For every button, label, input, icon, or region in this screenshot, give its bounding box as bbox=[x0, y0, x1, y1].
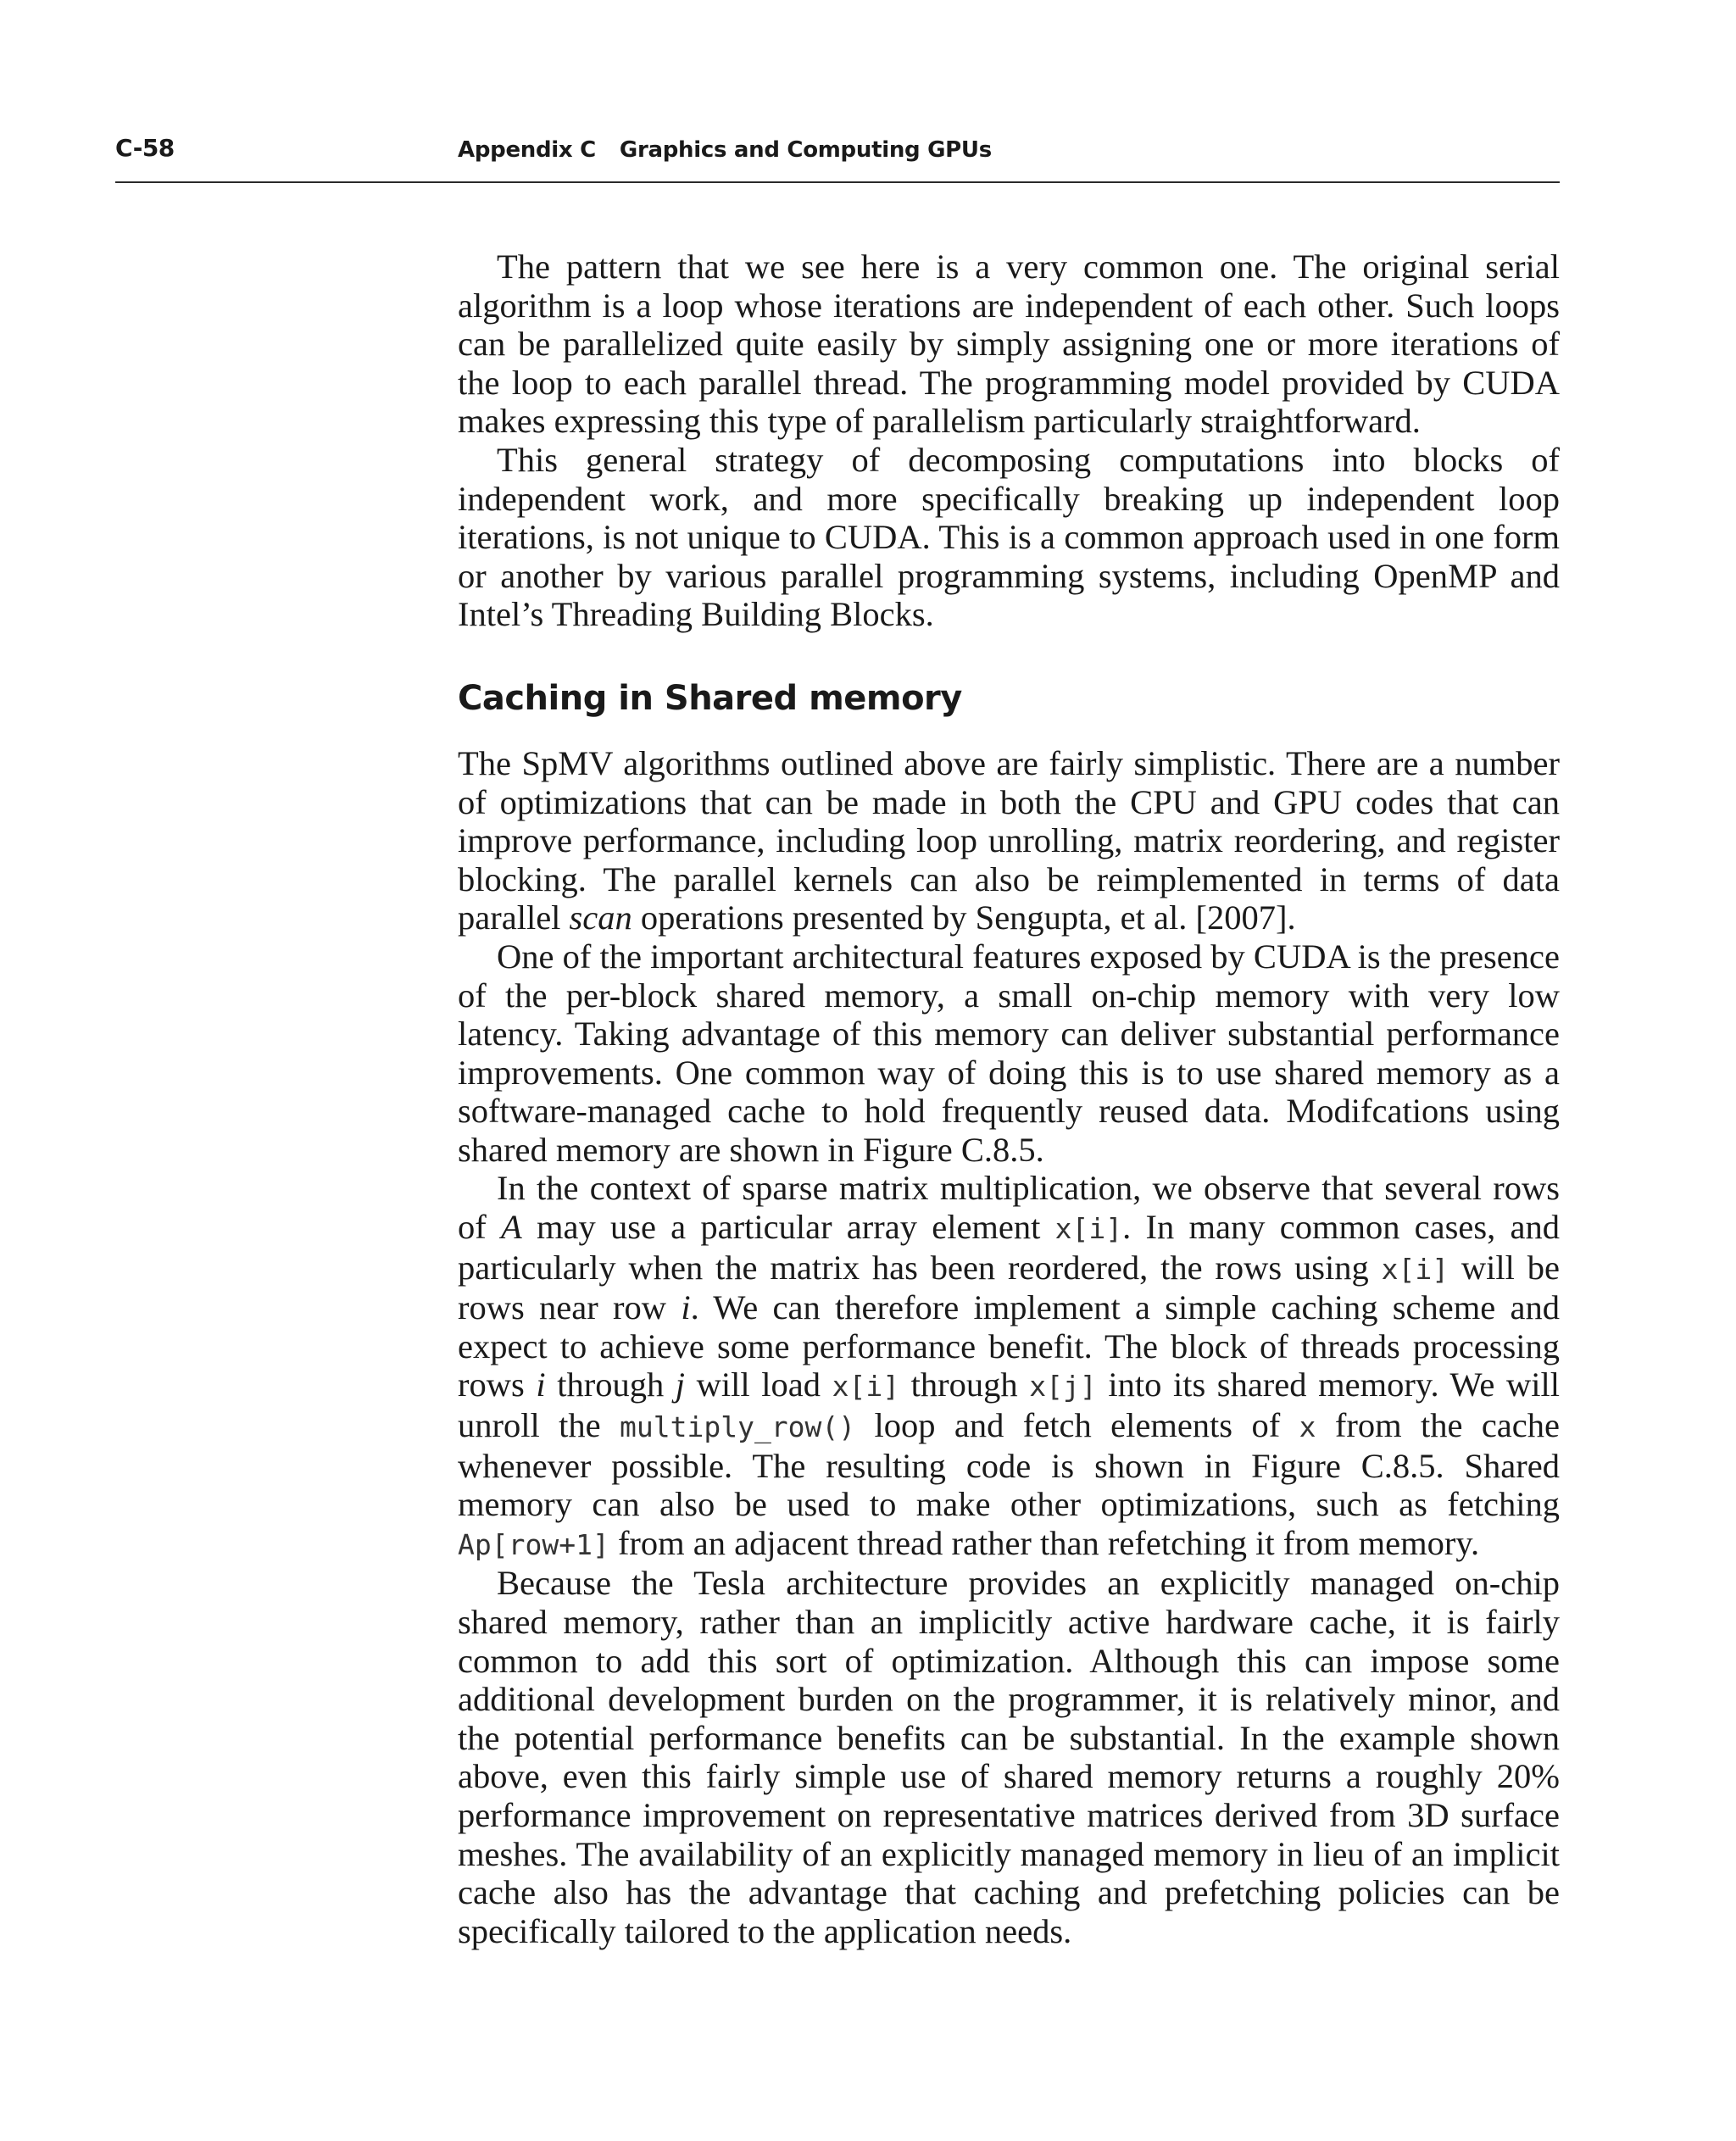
italic-term: i bbox=[681, 1288, 691, 1327]
code-inline: x[i] bbox=[1054, 1212, 1123, 1246]
code-inline: x bbox=[1299, 1410, 1316, 1444]
italic-term: j bbox=[675, 1365, 686, 1404]
text-run: will be rows near row bbox=[458, 1248, 1560, 1327]
italic-term: i bbox=[536, 1365, 546, 1404]
code-inline: x[i] bbox=[832, 1370, 900, 1404]
italic-term: scan bbox=[569, 898, 632, 937]
paragraph: One of the important architectural features exposed by CUDA is the presence of the per-block shared memory, a small on-chip memory with very low latency. Taking advantage of this memory can deliver substantial performance improvements. One common way of doing this is to use shared memory as a software-managed cache to hold frequently reused data. Modifcations using shared memory are shown in Figure C.8.5. bbox=[458, 937, 1560, 1169]
text-run: may use a particular array element bbox=[521, 1208, 1055, 1247]
text-run: through bbox=[545, 1365, 676, 1404]
running-head bbox=[458, 137, 992, 163]
text-run: loop and fetch elements of bbox=[855, 1406, 1299, 1445]
paragraph: The pattern that we see here is a very common one. The original serial algorithm is a loop whose iterations are independent of each other. Such loops can be parallelized quite easily by simply assigning one or more iterations of the loop to each parallel thread. The programming model provided by CUDA makes expressing this type of parallelism particularly straightforward. bbox=[458, 247, 1560, 441]
code-inline: x[j] bbox=[1029, 1370, 1097, 1404]
text-run: from an adjacent thread rather than refetching it from memory. bbox=[609, 1523, 1480, 1562]
italic-term: A bbox=[500, 1208, 522, 1247]
text-run: operations presented by Sengupta, et al. [2007]. bbox=[632, 898, 1296, 937]
page-number: C-58 bbox=[115, 134, 175, 162]
page-header bbox=[115, 127, 1560, 183]
paragraph: This general strategy of decomposing computations into blocks of independent work, and more specifically breaking up independent loop iterations, is not unique to CUDA. This is a common approach used in one form or another by various parallel programming systems, including OpenMP and Intel’s Threading Building Blocks. bbox=[458, 440, 1560, 634]
paragraph: Because the Tesla architecture provides an explicitly managed on-chip shared memory, rather than an implicitly active hardware cache, it is fairly common to add this sort of optimization. Although this can impose some additional development burden on the programmer, it is relatively minor, and the potential performance benefits can be substantial. In the example shown above, even this fairly simple use of shared memory returns a roughly 20% performance improvement on representative matrices derived from 3D surface meshes. The availability of an explicitly managed memory in lieu of an implicit cache also has the advantage that caching and prefetching policies can be specifically tailored to the application needs. bbox=[458, 1564, 1560, 1950]
paragraph bbox=[458, 1169, 1560, 1564]
appendix-label: Appendix C bbox=[458, 137, 596, 163]
code-inline: x[i] bbox=[1381, 1252, 1449, 1286]
text-run: The SpMV algorithms outlined above are fairly simplistic. There are a number of optimizations that can be made in both the CPU and GPU codes that can improve performance, including loop unrolling, matrix reordering, and register blocking. The parallel kernels can also be reimplemented in terms of data parallel bbox=[458, 743, 1560, 937]
paragraph bbox=[458, 744, 1560, 937]
text-run: through bbox=[899, 1365, 1030, 1404]
text-run: from the cache whenever possible. The resulting code is shown in Figure C.8.5. Shared memory can also be used to make other optimizations, such as fetching bbox=[458, 1406, 1560, 1524]
code-inline: multiply_row() bbox=[620, 1410, 856, 1444]
main-text bbox=[458, 247, 1560, 1950]
text-run: into its shared memory. We will unroll the bbox=[458, 1365, 1560, 1445]
section-heading: Caching in Shared memory bbox=[458, 678, 962, 718]
text-run: will load bbox=[685, 1365, 832, 1404]
code-inline: Ap[row+1] bbox=[458, 1527, 609, 1561]
text-run: . In many common cases, and particularly when the matrix has been reordered, the rows using bbox=[458, 1208, 1560, 1287]
chapter-title: Graphics and Computing GPUs bbox=[619, 137, 992, 163]
text-run: . We can therefore implement a simple caching scheme and expect to achieve some performance benefit. The block of threads processing rows bbox=[458, 1288, 1560, 1404]
text-run: In the context of sparse matrix multiplication, we observe that several rows of bbox=[458, 1169, 1560, 1247]
